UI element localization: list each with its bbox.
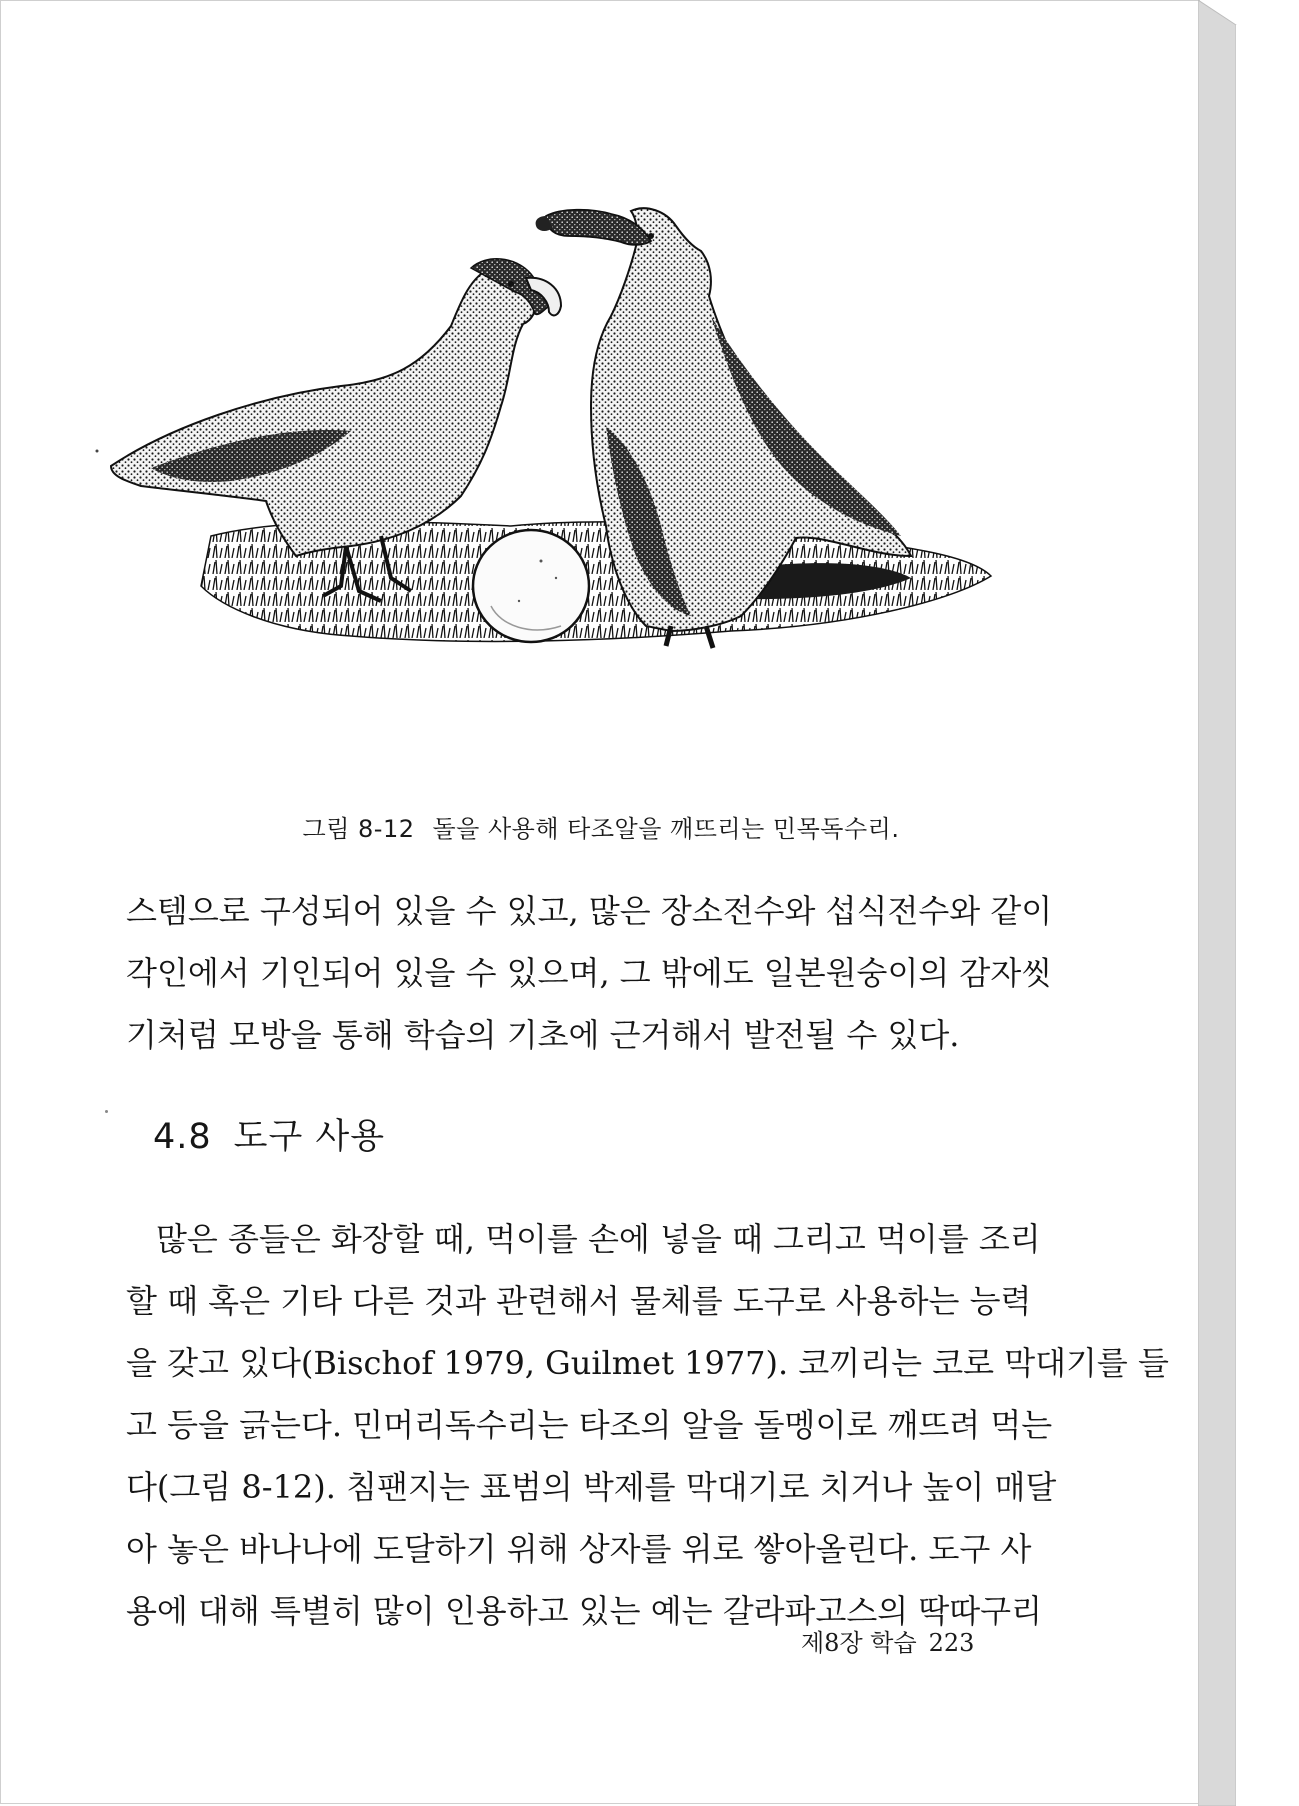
vultures-illustration (91, 206, 1051, 766)
chapter-label: 제8장 학습 (801, 1629, 917, 1657)
page-footer (801, 1623, 974, 1658)
paragraph2-line: 아 놓은 바나나에 도달하기 위해 상자를 위로 쌓아올린다. 도구 사 (126, 1530, 1032, 1568)
paragraph2-line: 많은 종들은 화장할 때, 먹이를 손에 넣을 때 그리고 먹이를 조리 (156, 1220, 1041, 1258)
paragraph2-line: 고 등을 긁는다. 민머리독수리는 타조의 알을 돌멩이로 깨뜨려 먹는 (126, 1406, 1053, 1444)
section-title: 도구 사용 (233, 1117, 386, 1157)
paragraph1-line: 스템으로 구성되어 있을 수 있고, 많은 장소전수와 섭식전수와 같이 (126, 892, 1053, 930)
book-edge (1198, 0, 1299, 1806)
figure-caption-text: 돌을 사용해 타조알을 깨뜨리는 민목독수리. (432, 815, 900, 843)
ostrich-egg (473, 530, 589, 642)
left-vulture (111, 266, 536, 556)
section-number: 4.8 (153, 1117, 212, 1157)
paragraph2-line: 용에 대해 특별히 많이 인용하고 있는 예는 갈라파고스의 딱따구리 (126, 1592, 1043, 1630)
paragraph2-line: 다(그림 8-12). 침팬지는 표범의 박제를 막대기로 치거나 높이 매달 (126, 1468, 1057, 1506)
figure-illustration (91, 206, 1051, 766)
figure-caption (1, 809, 1201, 844)
section-heading (153, 1109, 385, 1159)
paragraph1-line: 각인에서 기인되어 있을 수 있으며, 그 밖에도 일본원숭이의 감자씻 (126, 954, 1053, 992)
paragraph1-line: 기처럼 모방을 통해 학습의 기초에 근거해서 발전될 수 있다. (126, 1016, 960, 1054)
figure-label: 그림 8-12 (302, 815, 415, 843)
paragraph2-line: 할 때 혹은 기타 다른 것과 관련해서 물체를 도구로 사용하는 능력 (126, 1282, 1032, 1320)
page-number: 223 (928, 1629, 975, 1657)
paragraph2-line: 을 갖고 있다(Bischof 1979, Guilmet 1977). 코끼리는 코로 막대기를 들 (126, 1344, 1169, 1382)
scan-speck (105, 1110, 108, 1113)
